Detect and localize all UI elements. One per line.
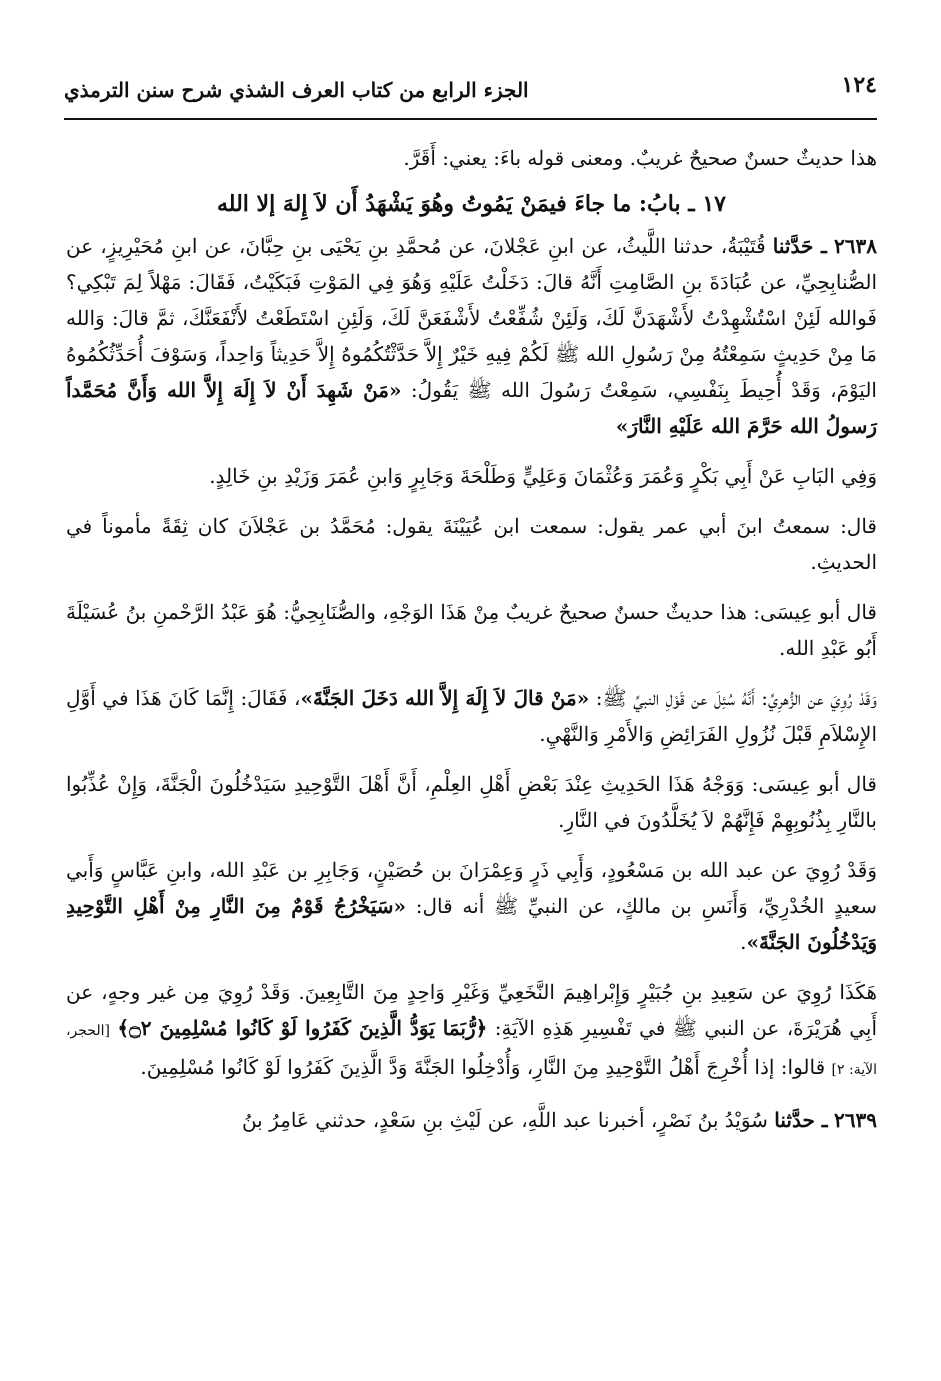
hadith-lead: ـ حدَّثنا (774, 1108, 828, 1132)
zuhri-rest: ، فَقَالَ: إِنَّمَا كَانَ هَذَا في أَوَّلِ الإِسْلاَمِ قَبْلَ نُزُولِ الفَرَائِضِ وَالأَمْرِ وَالنَّهْيِ. (66, 686, 877, 746)
zuhri-text: وَقَدْ رُوِيَ عن الزُّهرِيِّ: أَنَّهُ سُئِلَ عن قَوْلِ النبيِّ ﷺ: (595, 686, 877, 710)
hakadha-rest: قالوا: إذا أُخْرِجَ أَهْلُ التَّوْحِيدِ مِنَ النَّارِ، وَأُدْخِلُوا الجَنَّةَ وَدَّ الَّذِينَ كَفَرُوا لَوْ كَانُوا مُسْلِمِينَ. (140, 1055, 826, 1079)
page-body (66, 140, 877, 1138)
hadith-number: ٢٦٣٨ (834, 234, 877, 258)
hadith-number: ٢٦٣٩ (834, 1108, 877, 1132)
paragraph-abu-isa-1: قال أبو عِيسَى: هذا حديثٌ حسنٌ صحيحٌ غريبٌ مِنْ هَذَا الوَجْهِ، والصُّنَابِحِيُّ: هُوَ عَبْدُ الرَّحْمنِ بنُ عُسَيْلَةَ أَبُو عَبْدِ الله. (66, 600, 877, 660)
ayah-quote: ﴿رُّبَمَا يَوَدُّ الَّذِينَ كَفَرُوا لَوْ كَانُوا مُسْلِمِينَ ۝٢﴾ (117, 1016, 488, 1040)
masud-end: . (740, 930, 747, 954)
page-header (64, 66, 877, 120)
header-rule (64, 118, 877, 120)
hadith-2639 (66, 1102, 877, 1138)
page-number: ١٢٤ (841, 72, 877, 98)
paragraph-qal: قال: سمعتُ ابنَ أبي عمر يقول: سمعت ابن عُيَيْنَةَ يقول: مُحَمَّدُ بن عَجْلاَنَ كان ثِقَةً مأموناً في الحديثِ. (66, 514, 877, 574)
hadith-lead: ـ حَدَّثنا (772, 234, 827, 258)
running-title: الجزء الرابع من كتاب العرف الشذي شرح سنن الترمذي (64, 78, 529, 102)
masud-quote: «سَيَخْرُجُ قَوْمٌ مِنَ النَّارِ مِنْ أَهْلِ التَّوْحِيدِ وَيَدْخُلُونَ الجَنَّةَ» (66, 894, 877, 954)
paragraph-masud (66, 852, 877, 960)
zuhri-quote: «مَنْ قالَ لاَ إِلَهَ إِلاَّ الله دَخَلَ الجَنَّةَ» (300, 686, 590, 710)
paragraph-bab: وَفِي البَابِ عَنْ أَبِي بَكْرٍ وَعُمَرَ وَعُثْمَانَ وَعَلِيٍّ وَطَلْحَةَ وَجَابِرٍ وَابنِ عُمَرَ وَزَيْدِ بنِ خَالِدٍ. (209, 464, 877, 488)
paragraph-abu-isa-2: قال أبو عِيسَى: وَوَجْهُ هَذَا الحَدِيثِ عِنْدَ بَعْضِ أَهْلِ العِلْمِ، أَنَّ أَهْلَ التَّوْحِيدِ سَيَدْخُلُونَ الْجَنَّةَ، وَإِنْ عُذِّبُوا بالنَّارِ بِذُنُوبِهِمْ فَإِنَّهُمْ لاَ يُخَلَّدُونَ في النَّارِ. (66, 772, 877, 832)
hadith-text: قُتَيْبَةُ، حدثنا اللَّيثُ، عن ابنِ عَجْلانَ، عن مُحمَّدِ بنِ يَحْيَى بنِ حِبَّانَ، عن ابنِ مُحَيْرِيزٍ، عن الصُّنابِحِيِّ، عن عُبَادَةَ بنِ الصَّامِتِ أَنَّهُ قالَ: دَخَلْتُ عَلَيْهِ وَهُوَ فِي المَوْتِ فَبَكَيْتُ، فَقَالَ: مَهْلاً لِمَ تَبْكِي؟ فَوالله لَئِنْ اسْتُشْهِدْتُ لأَشْهَدَنَّ لَكَ، وَلَئِنْ شُفِّعْتُ لأَشْفَعَنَّ لَكَ، وَلَئِنِ اسْتَطَعْتُ لأَنْفَعَنَّكَ، ثمَّ قالَ: وَالله مَا مِنْ حَدِيثٍ سَمِعْتُهُ مِنْ رَسُولِ الله ﷺ لَكُمْ فِيهِ خَيْرٌ إِلاَّ حَدَّثْتُكُمُوهُ إِلاَّ حَدِيثاً وَاحِداً، وَسَوْفَ أُحَدِّثُكُمُوهُ اليَوْمَ، وَقَدْ أُحِيطَ بِنَفْسِي، سَمِعْتُ رَسُولَ الله ﷺ يَقُولُ: (66, 234, 877, 402)
masud-text: وَقَدْ رُوِيَ عن عبد الله بن مَسْعُودٍ، وَأَبِي ذَرٍ وَعِمْرَانَ بن حُصَيْنٍ، وَجَابِرِ بن عَبْدِ الله، وابنِ عَبَّاسٍ وَأَبي سعيدٍ الخُدْرِيِّ، وَأَنَسِ بن مالكٍ، عن النبيِّ ﷺ أنه قال: (66, 858, 877, 918)
paragraph-hakadha (66, 974, 877, 1088)
ayah-reference: [الحجر، الآية: ٢] (66, 1023, 877, 1078)
hadith-2638 (66, 228, 877, 444)
paragraph-zuhri (66, 680, 877, 752)
hadith-quote: «مَنْ شَهِدَ أَنْ لاَ إِلَهَ إِلاَّ الله وَأَنَّ مُحَمَّداً رَسولُ الله حَرَّمَ الله عَلَيْهِ النَّارَ» (66, 378, 877, 438)
hadith-text: سُوَيْدُ بنُ نَصْرٍ، أخبرنا عبد اللَّهِ، عن لَيْثِ بنِ سَعْدٍ، حدثني عَامِرُ بنُ (241, 1108, 768, 1132)
chapter-heading: ١٧ ـ بابُ: ما جاءَ فيمَنْ يَمُوتُ وهُوَ يَشْهَدُ أَن لاَ إِلهَ إلا الله (217, 191, 726, 217)
hakadha-text: هَكَذَا رُوِيَ عن سَعِيدِ بنِ جُبَيْرٍ وَإِبْراهِيمَ النَّخَعِيِّ وَغَيْرِ وَاحِدٍ مِنَ التَّابِعِينَ. وَقَدْ رُوِيَ مِن غير وجهٍ، عن أَبِي هُرَيْرَةَ، عن النبي ﷺ في تَفْسِيرِ هَذِهِ الآيَةِ: (66, 980, 878, 1040)
paragraph-intro: هذا حديثٌ حسنٌ صحيحٌ غريبٌ. ومعنى قوله باءَ: يعني: أَقَرَّ. (403, 146, 877, 170)
